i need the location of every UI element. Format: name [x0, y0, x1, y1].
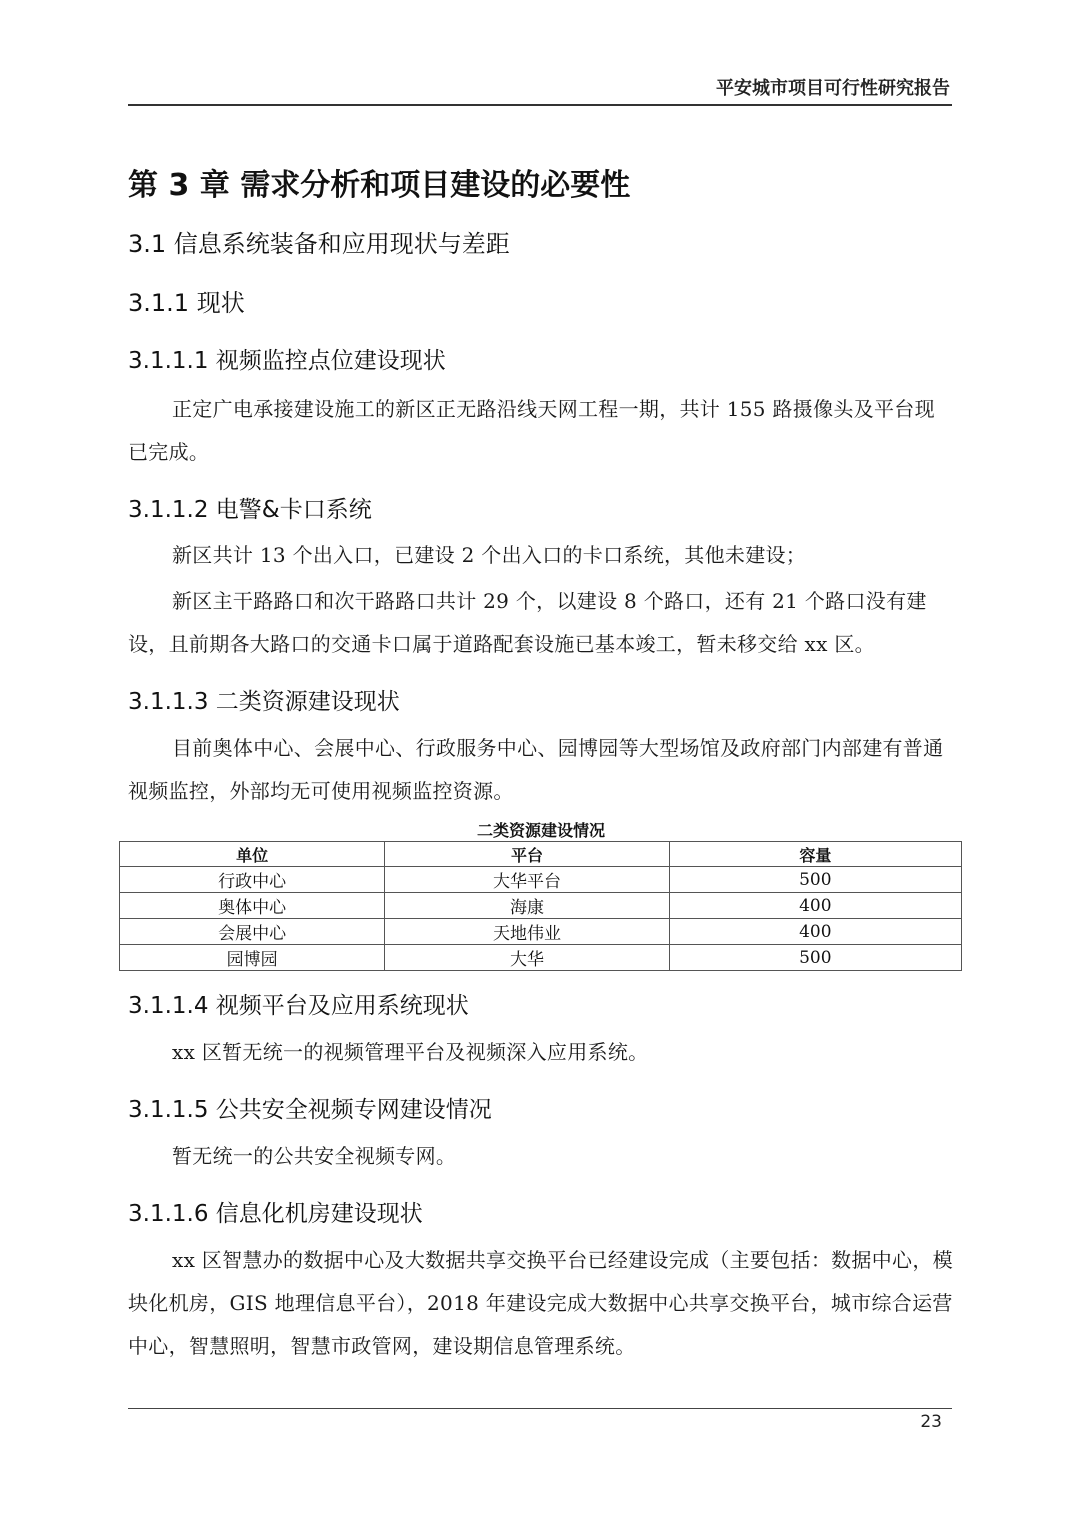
cell-unit: 奥体中心 — [120, 893, 385, 919]
heading-video-surveillance: 3.1.1.1 视频监控点位建设现状 — [128, 348, 446, 374]
column-header-capacity: 容量 — [669, 842, 961, 867]
page-header — [128, 74, 952, 106]
table-header-row — [120, 842, 962, 867]
table-row — [120, 867, 962, 893]
heading-video-platform: 3.1.1.4 视频平台及应用系统现状 — [128, 993, 469, 1019]
paragraph-secondary-resources: 目前奥体中心、会展中心、行政服务中心、园博园等大型场馆及政府部门内部建有普通视频监控，外部均无可使用视频监控资源。 — [128, 736, 944, 803]
footer-divider — [128, 1408, 952, 1409]
page-number: 23 — [920, 1412, 942, 1432]
table-row — [120, 893, 962, 919]
cell-platform: 天地伟业 — [385, 919, 669, 945]
table-caption: 二类资源建设情况 — [476, 821, 605, 840]
heading-secondary-resources: 3.1.1.3 二类资源建设现状 — [128, 689, 400, 715]
paragraph-video-surveillance: 正定广电承接建设施工的新区正无路沿线天网工程一期，共计 155 路摄像头及平台现已完成。 — [128, 397, 935, 464]
header-title: 平安城市项目可行性研究报告 — [716, 78, 950, 99]
cell-platform: 大华 — [385, 945, 669, 971]
cell-unit: 会展中心 — [120, 919, 385, 945]
cell-unit: 园博园 — [120, 945, 385, 971]
column-header-platform: 平台 — [385, 842, 669, 867]
cell-capacity: 400 — [669, 893, 961, 919]
paragraph-public-security-network: 暂无统一的公共安全视频专网。 — [172, 1144, 457, 1168]
paragraph-data-center: xx 区智慧办的数据中心及大数据共享交换平台已经建设完成（主要包括：数据中心，模块化机房，GIS 地理信息平台），2018 年建设完成大数据中心共享交换平台，城市综合运营中心，智慧照明，智慧市政管网，建设期信息管理系统。 — [128, 1248, 953, 1358]
cell-unit: 行政中心 — [120, 867, 385, 893]
cell-platform: 海康 — [385, 893, 669, 919]
paragraph-checkpoint-entrances: 新区共计 13 个出入口，已建设 2 个出入口的卡口系统，其他未建设； — [172, 543, 807, 567]
chapter-title: 第 3 章 需求分析和项目建设的必要性 — [128, 168, 631, 203]
cell-platform: 大华平台 — [385, 867, 669, 893]
heading-data-center: 3.1.1.6 信息化机房建设现状 — [128, 1201, 423, 1227]
section-title: 3.1 信息系统装备和应用现状与差距 — [128, 230, 510, 258]
paragraph-checkpoint-intersections: 新区主干路路口和次干路路口共计 29 个，以建设 8 个路口，还有 21 个路口没有建设，且前期各大路口的交通卡口属于道路配套设施已基本竣工，暂未移交给 xx 区。 — [128, 589, 927, 656]
paragraph-video-platform: xx 区暂无统一的视频管理平台及视频深入应用系统。 — [172, 1040, 649, 1064]
resource-table — [119, 841, 962, 971]
subsection-title: 3.1.1 现状 — [128, 289, 245, 317]
heading-public-security-network: 3.1.1.5 公共安全视频专网建设情况 — [128, 1097, 492, 1123]
table-row — [120, 945, 962, 971]
cell-capacity: 500 — [669, 945, 961, 971]
cell-capacity: 500 — [669, 867, 961, 893]
table-row — [120, 919, 962, 945]
column-header-unit: 单位 — [120, 842, 385, 867]
cell-capacity: 400 — [669, 919, 961, 945]
heading-traffic-checkpoint: 3.1.1.2 电警&卡口系统 — [128, 497, 372, 523]
